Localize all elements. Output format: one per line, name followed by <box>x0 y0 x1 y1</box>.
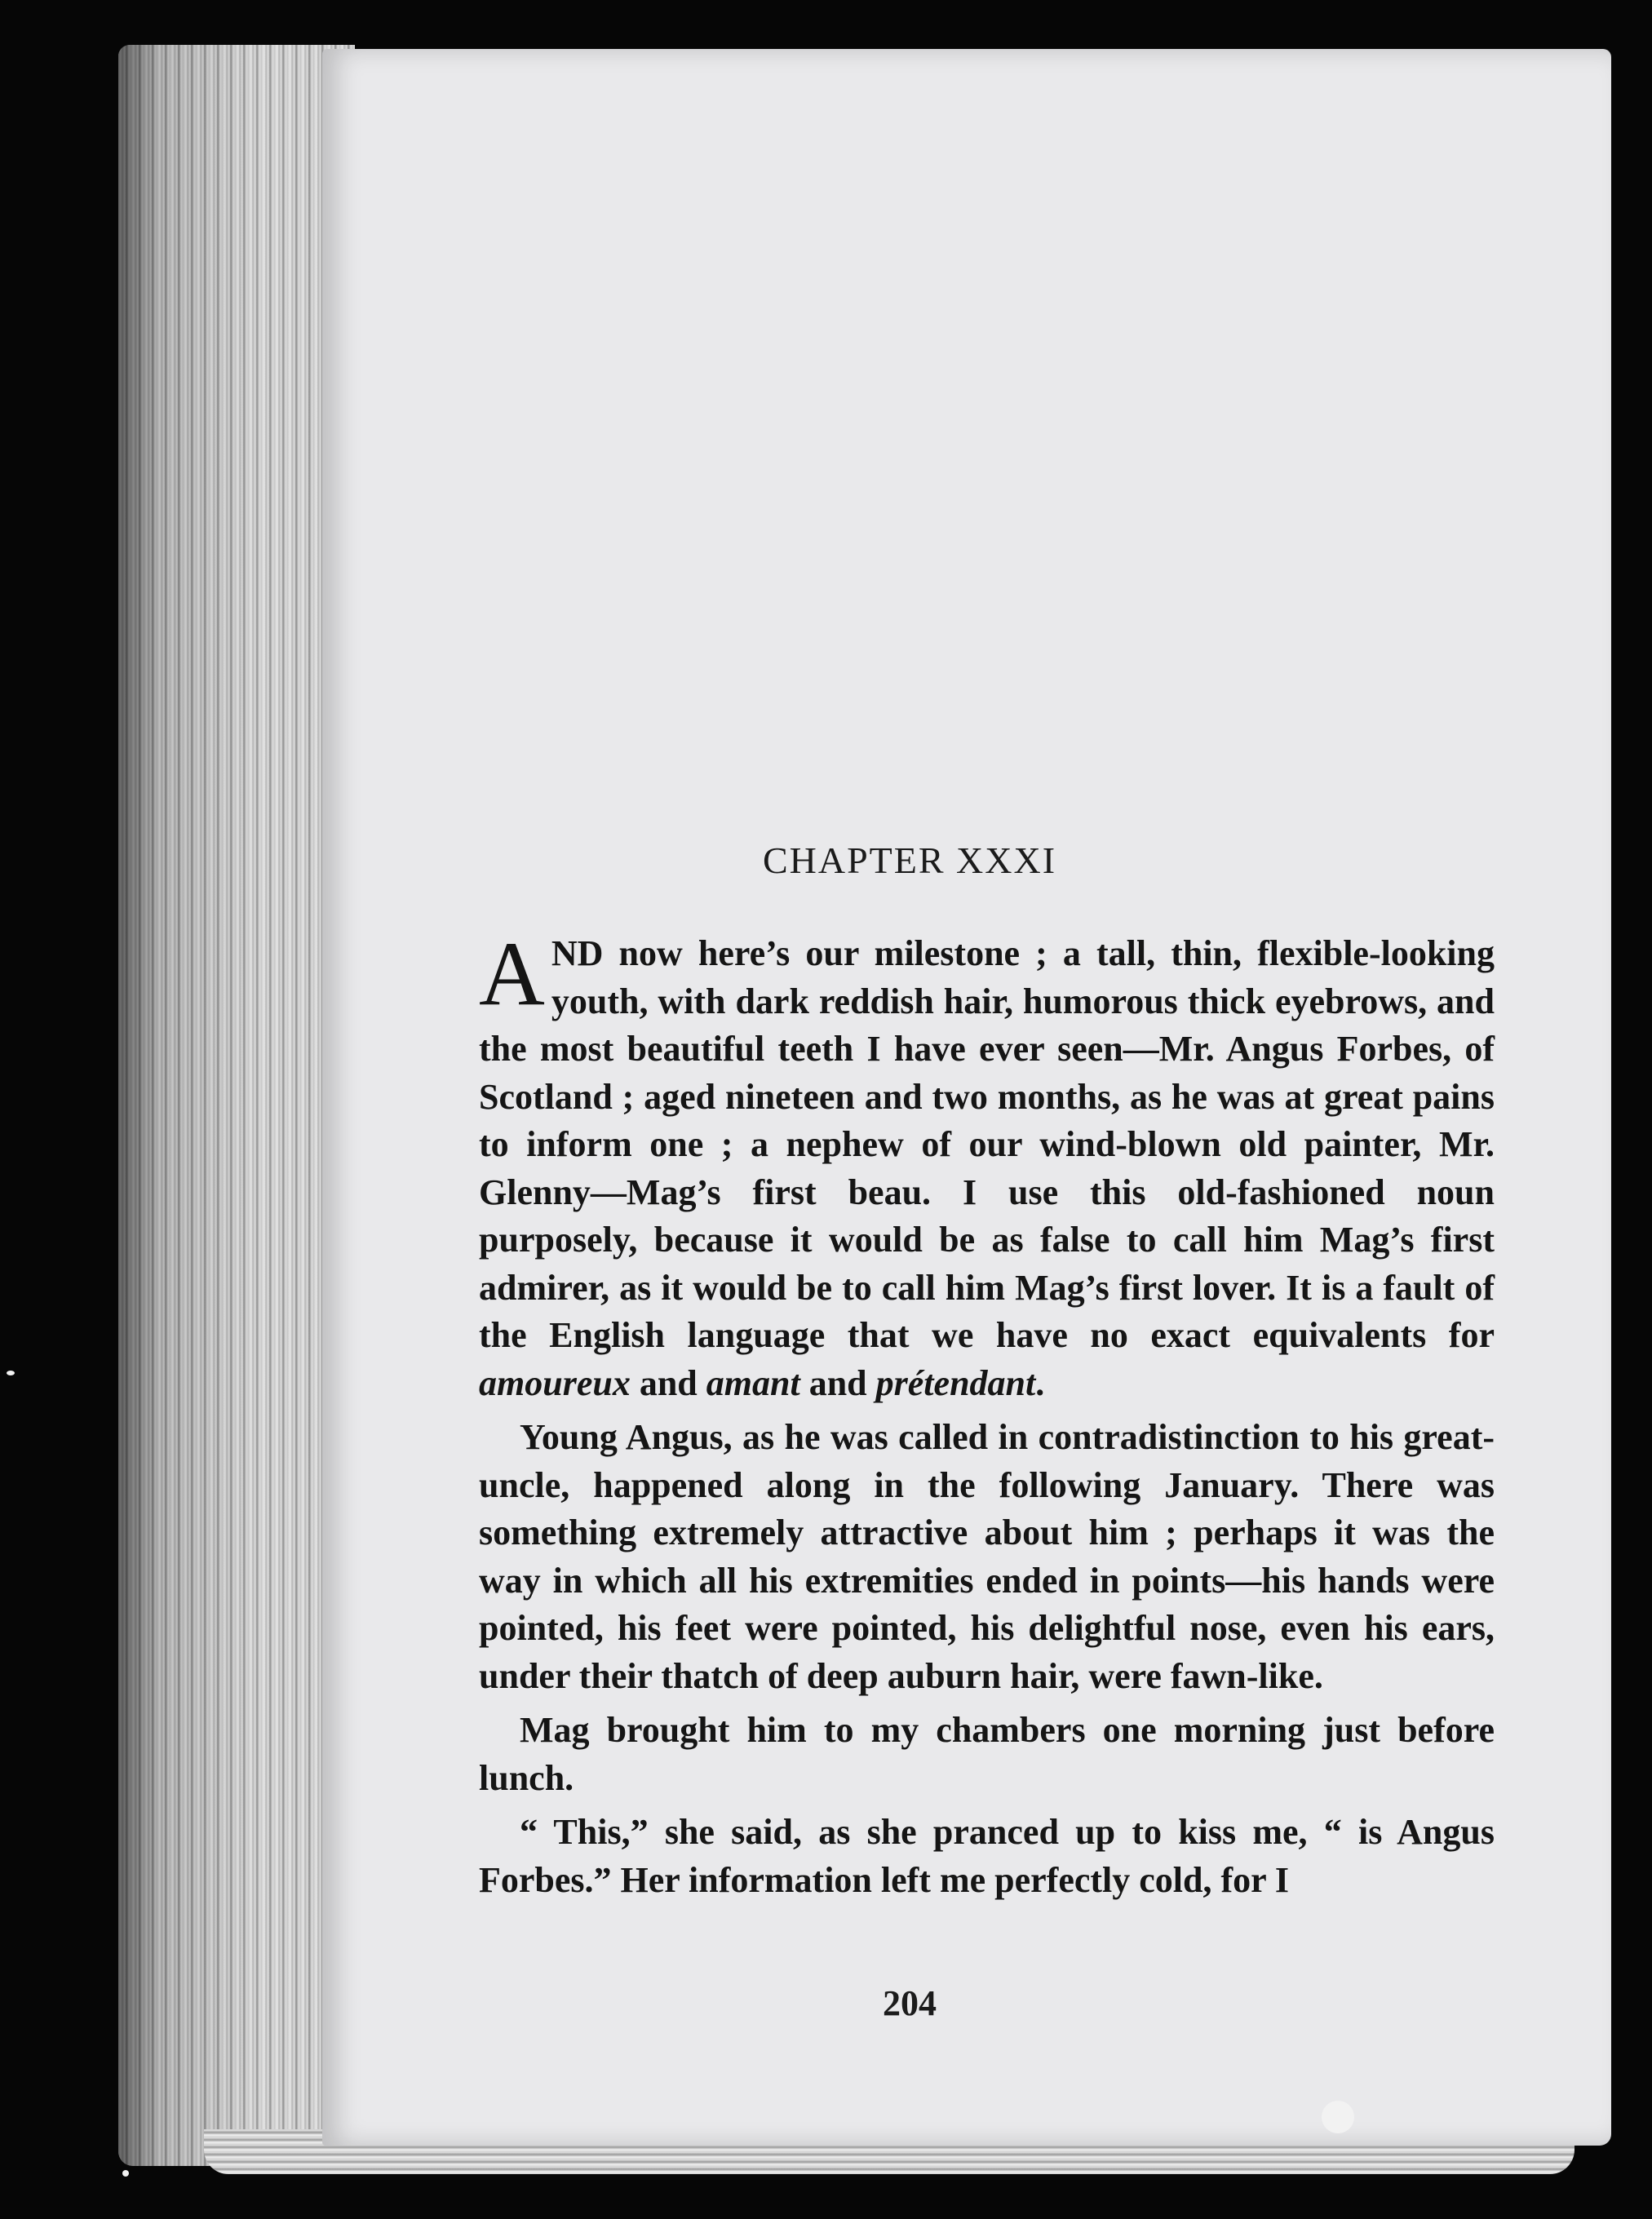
opening-word-rest: ND <box>551 933 604 973</box>
drop-cap: A <box>479 923 545 1025</box>
scan-speck <box>1322 2101 1354 2133</box>
italic-word-pretendant: prétendant <box>875 1362 1036 1403</box>
scan-speck <box>7 1371 15 1375</box>
paragraph-4: “ This,” she said, as she pranced up to kiss me, “ is Angus Forbes.” Her information left me perfectly cold, for I <box>479 1812 1495 1900</box>
page-number: 204 <box>883 1983 937 2023</box>
italic-word-amoureux: amoureux <box>479 1362 631 1403</box>
paragraph-3: Mag brought him to my chambers one morning just before lunch. <box>479 1710 1495 1798</box>
body-text <box>479 923 1495 1904</box>
chapter-title: CHAPTER XXXI <box>762 839 1057 881</box>
scan-speck <box>122 2170 129 2177</box>
book-page <box>322 49 1611 2146</box>
italic-word-amant: amant <box>706 1362 800 1403</box>
book-page-edges <box>118 45 355 2166</box>
paragraph-1 <box>479 923 1495 1407</box>
paragraph-1-end: . <box>1035 1362 1045 1403</box>
paragraph-1-text: now here’s our milestone ; a tall, thin, flexible-looking youth, with dark reddish hair, humorous thick eyebrows, and the most beautiful teeth I have ever seen—Mr. Angus Forbes, of Scotland ; aged nineteen and two months, as he was at great pains to inform one ; a nephew of our wind-blown old painter, Mr. Glenny—Mag’s first beau. I use this old-fashioned noun purposely, because it would be as false to call him Mag’s first admirer, as it would be to call him Mag’s first lover. It is a fault of the English language that we have no exact equivalents for <box>479 933 1495 1355</box>
paragraph-2: Young Angus, as he was called in contradistinction to his great-uncle, happened along in the following January. There was something extremely attractive about him ; perhaps it was the way in which all his extremities ended in points—his hands were pointed, his feet were pointed, his delightful nose, even his ears, under their thatch of deep auburn hair, were fawn-like. <box>479 1417 1495 1696</box>
joiner-and-2: and <box>799 1362 876 1403</box>
joiner-and-1: and <box>630 1362 706 1403</box>
